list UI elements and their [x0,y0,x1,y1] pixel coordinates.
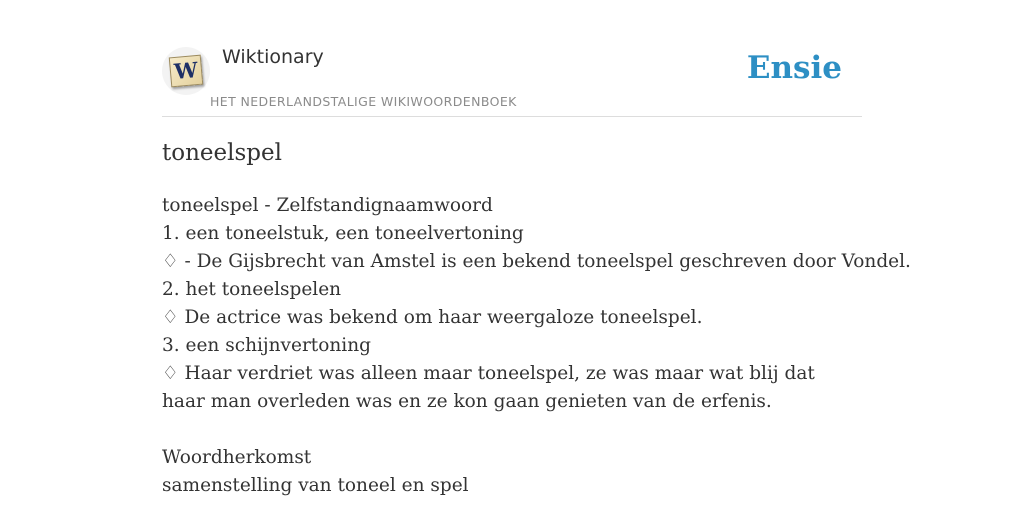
definition-1: 1. een toneelstuk, een toneelvertoning [162,223,524,244]
example-2: ♢ De actrice was bekend om haar weergaloze toneelspel. [162,307,703,328]
page-title: toneelspel [162,140,282,166]
etymology-text: samenstelling van toneel en spel [162,475,469,496]
wiktionary-logo-icon[interactable] [162,47,210,95]
example-1: ♢ - De Gijsbrecht van Amstel is een bekend toneelspel geschreven door Vondel. [162,251,911,272]
example-3: ♢ Haar verdriet was alleen maar toneelspel, ze was maar wat blij dat haar man overleden was en ze kon gaan genieten van de erfenis. [162,363,815,412]
logo-letter: W [173,57,199,84]
ensie-brand-logo[interactable]: Ensie [746,50,842,86]
site-header [162,0,862,117]
section-spacer [162,416,862,444]
logo-tile [169,55,203,88]
site-tagline: HET NEDERLANDSTALIGE WIKIWOORDENBOEK [210,94,517,109]
site-name[interactable]: Wiktionary [222,46,324,68]
entry-content [162,192,911,500]
definition-3: 3. een schijnvertoning [162,335,371,356]
etymology-heading: Woordherkomst [162,447,312,468]
definition-2: 2. het toneelspelen [162,279,342,300]
entry-word-class: toneelspel - Zelfstandignaamwoord [162,195,493,216]
